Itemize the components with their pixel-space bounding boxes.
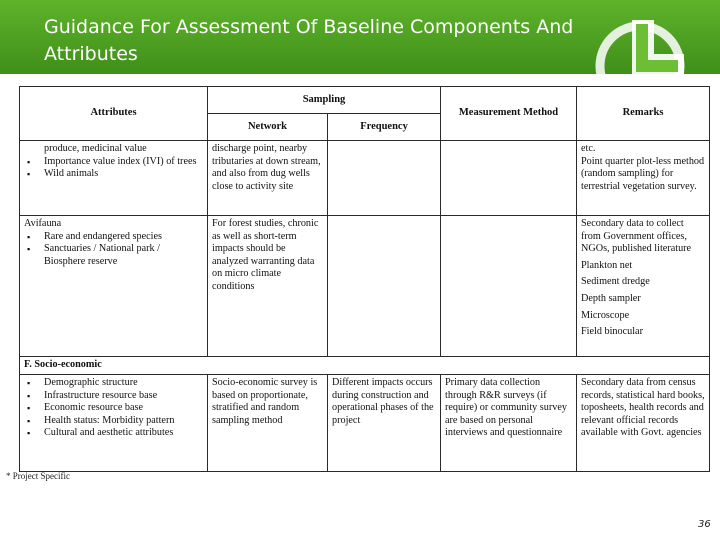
remark-text: Sediment dredge xyxy=(581,276,650,288)
row2-title: Avifauna xyxy=(24,218,62,229)
page-number: 36 xyxy=(698,519,711,530)
row2-attributes xyxy=(20,216,208,357)
header-frequency: Frequency xyxy=(328,114,441,141)
row3-attributes xyxy=(20,375,208,472)
section-socio-economic: F. Socio-economic xyxy=(20,357,710,375)
baseline-table-container xyxy=(19,86,711,472)
remark-text: Depth sampler xyxy=(581,292,641,304)
row1-frequency xyxy=(328,141,441,216)
table-row xyxy=(20,141,710,216)
remark-text: etc. xyxy=(581,143,596,154)
row3-network: Socio-economic survey is based on proportionate, stratified and random sampling method xyxy=(208,375,328,472)
row3-frequency: Different impacts occurs during construction and operational phases of the project xyxy=(328,375,441,472)
remark-text: Point quarter plot-less method (random sampling) for terrestrial vegetation survey. xyxy=(581,155,705,192)
list-item: ▪ Importance value index (IVI) of trees xyxy=(24,156,203,169)
list-item: ▪ Health status: Morbidity pattern xyxy=(24,415,203,428)
row1-network: discharge point, nearby tributaries at down stream, and also from dug wells close to activity site xyxy=(208,141,328,216)
slide-title: Guidance For Assessment Of Baseline Components And Attributes xyxy=(44,16,574,65)
row2-network: For forest studies, chronic as well as short-term impacts should be analyzed warranting data on micro climate conditions xyxy=(208,216,328,357)
list-item: ▪ Infrastructure resource base xyxy=(24,390,203,403)
row2-remarks xyxy=(577,216,710,357)
footnote: * Project Specific xyxy=(6,471,70,481)
section-row xyxy=(20,357,710,375)
header-sampling: Sampling xyxy=(208,87,441,114)
list-item: ▪ Demographic structure xyxy=(24,377,203,390)
remark-text: Field binocular xyxy=(581,326,643,338)
remark-text: Plankton net xyxy=(581,259,633,271)
header-remarks: Remarks xyxy=(577,87,710,141)
row1-attributes xyxy=(20,141,208,216)
table-header-row xyxy=(20,87,710,114)
table-row xyxy=(20,375,710,472)
baseline-table xyxy=(19,86,710,472)
remark-text: Secondary data to collect from Government offices, NGOs, published literature xyxy=(581,218,692,255)
row3-measurement: Primary data collection through R&R surveys (if require) or community survey are based on personal interviews and questionnaire xyxy=(441,375,577,472)
header-attributes: Attributes xyxy=(20,87,208,141)
row2-measurement xyxy=(441,216,577,357)
row3-remarks: Secondary data from census records, statistical hard books, toposheets, health records and relevant official records available with Govt. agencies xyxy=(577,375,710,472)
table-row xyxy=(20,216,710,357)
list-item: ▪ Rare and endangered species xyxy=(24,231,203,244)
list-item: ▪ Economic resource base xyxy=(24,402,203,415)
list-item: ▪ Cultural and aesthetic attributes xyxy=(24,427,203,440)
list-item: ▪ Wild animals xyxy=(24,168,203,181)
row1-measurement xyxy=(441,141,577,216)
header-network: Network xyxy=(208,114,328,141)
row2-frequency xyxy=(328,216,441,357)
list-item: produce, medicinal value xyxy=(44,143,147,154)
remark-text: Microscope xyxy=(581,309,630,321)
row1-remarks xyxy=(577,141,710,216)
list-item: ▪ Sanctuaries / National park / Biosphere reserve xyxy=(24,243,203,268)
header-measurement-method: Measurement Method xyxy=(441,87,577,141)
